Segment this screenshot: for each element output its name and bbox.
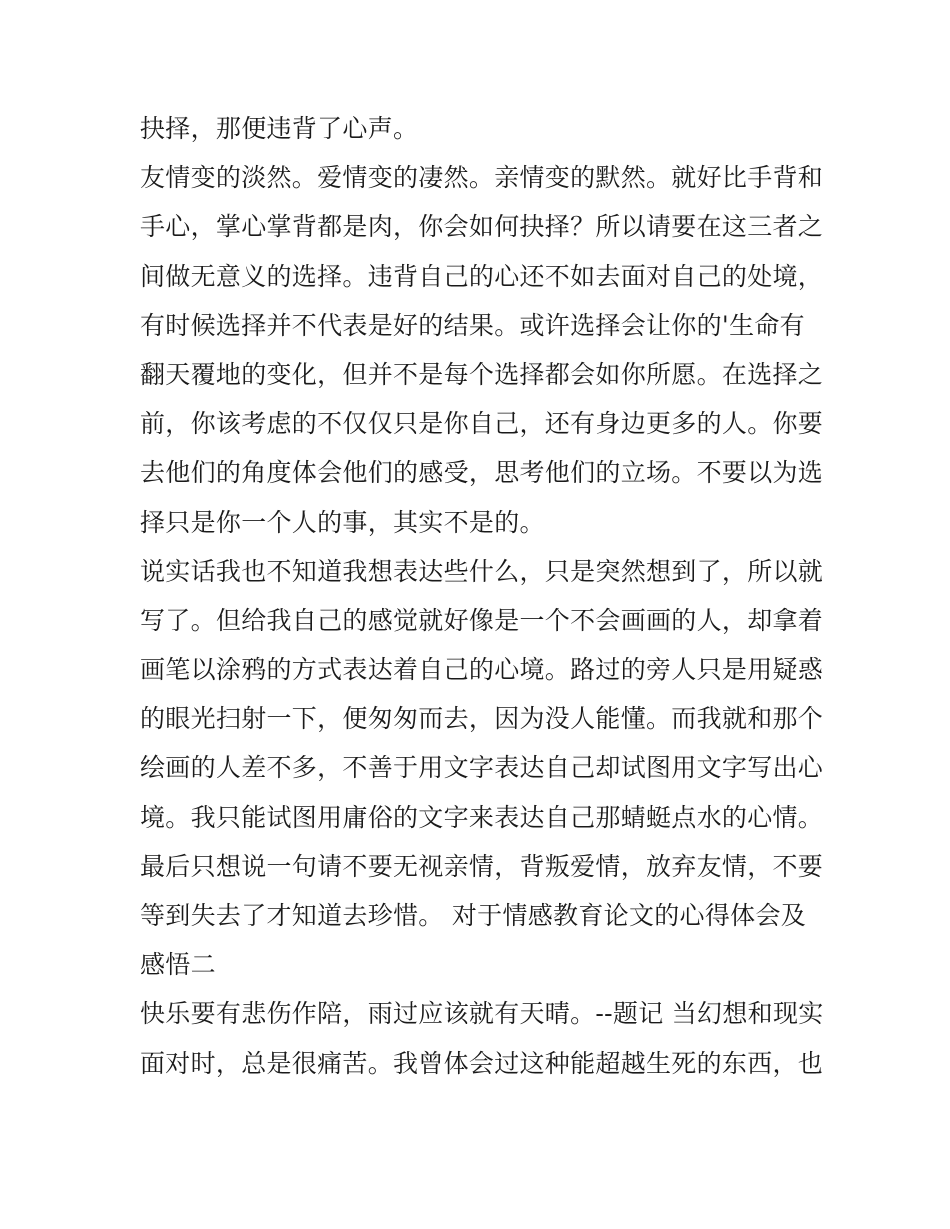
text-line: 抉择，那便违背了心声。 [140, 114, 419, 143]
text-line: 有时候选择并不代表是好的结果。或许选择会让你的'生命有 [140, 310, 805, 340]
text-line: 写了。但给我自己的感觉就好像是一个不会画画的人，却拿着 [140, 605, 824, 635]
text-line: 说实话我也不知道我想表达些什么，只是突然想到了，所以就 [140, 556, 824, 586]
text-line: 择只是你一个人的事，其实不是的。 [140, 507, 545, 537]
text-line: 等到失去了才知道去珍惜。 对于情感教育论文的心得体会及 [140, 901, 807, 930]
text-line: 面对时，总是很痛苦。我曾体会过这种能超越生死的东西，也 [140, 1048, 824, 1078]
document-body [140, 104, 824, 1088]
text-line: 感悟二 [140, 950, 216, 980]
text-line: 最后只想说一句请不要无视亲情，背叛爱情，放弃友情，不要 [140, 851, 824, 881]
text-line: 绘画的人差不多，不善于用文字表达自己却试图用文字写出心 [140, 753, 824, 783]
text-line: 快乐要有悲伤作陪，雨过应该就有天晴。--题记 当幻想和现实 [140, 999, 824, 1029]
text-line: 手心，掌心掌背都是肉，你会如何抉择？所以请要在这三者之 [140, 212, 824, 242]
text-line: 前，你该考虑的不仅仅只是你自己，还有身边更多的人。你要 [140, 409, 824, 439]
text-line: 去他们的角度体会他们的感受，思考他们的立场。不要以为选 [140, 458, 824, 488]
text-line: 翻天覆地的变化，但并不是每个选择都会如你所愿。在选择之 [140, 359, 824, 389]
text-line: 境。我只能试图用庸俗的文字来表达自己那蜻蜓点水的心情。 [140, 802, 824, 832]
text-line: 的眼光扫射一下，便匆匆而去，因为没人能懂。而我就和那个 [140, 704, 824, 734]
text-line: 友情变的淡然。爱情变的凄然。亲情变的默然。就好比手背和 [140, 163, 824, 193]
text-line: 画笔以涂鸦的方式表达着自己的心境。路过的旁人只是用疑惑 [140, 655, 824, 685]
text-line: 间做无意义的选择。违背自己的心还不如去面对自己的处境， [140, 261, 824, 291]
